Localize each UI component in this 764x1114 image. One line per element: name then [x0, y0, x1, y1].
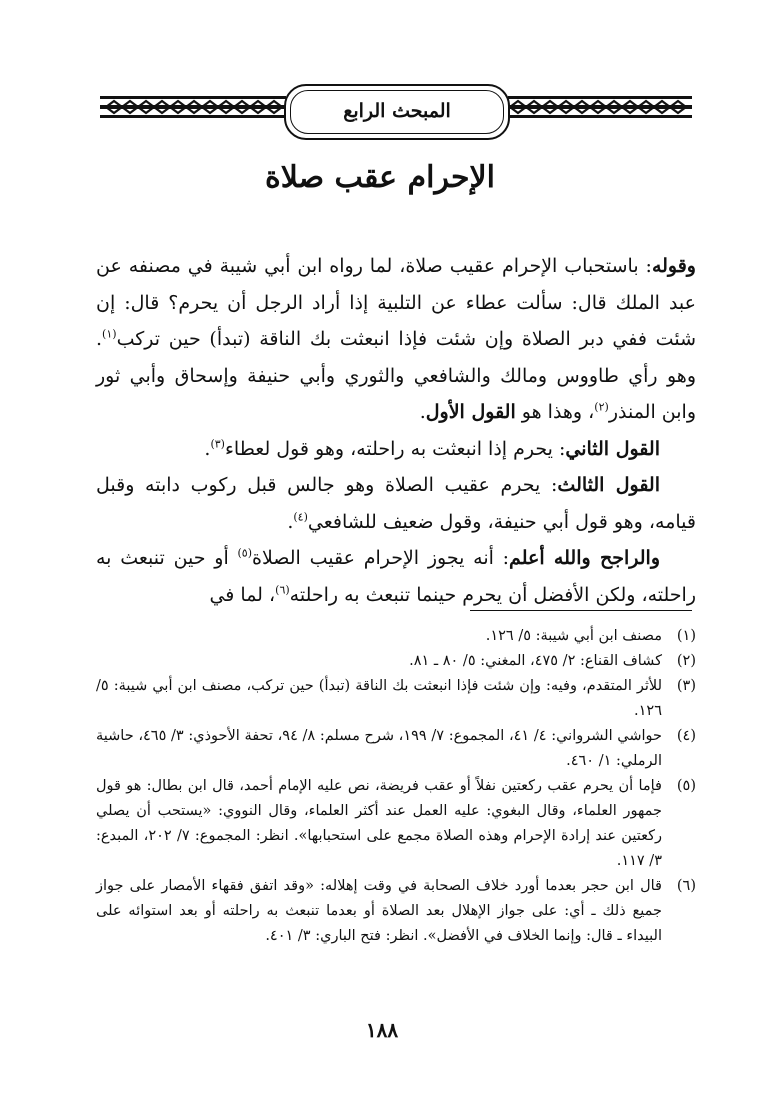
p3-text: : يحرم عقيب الصلاة وهو جالس قبل ركوب دابته وقبل قيامه، وهو قول أبي حنيفة، وقول ضعيف للشافعي [96, 474, 696, 533]
p2-lead: القول الثاني [565, 437, 660, 460]
paragraph-3 [96, 467, 696, 540]
p4-lead: والراجح والله أعلم [509, 547, 660, 569]
chapter-label: المبحث الرابع [343, 100, 451, 122]
p1-text-d: . [419, 401, 426, 423]
footnote [96, 649, 696, 674]
footnote [96, 624, 696, 649]
footnote-text: مصنف ابن أبي شيبة: ٥/ ١٢٦. [485, 628, 662, 644]
footnote [96, 874, 696, 949]
chapter-heading-frame [284, 84, 510, 140]
footnote [96, 774, 696, 874]
page-number: ١٨٨ [365, 1018, 399, 1042]
footnote-ref-4: (٤) [293, 510, 308, 524]
footnote-number: (٢) [676, 653, 696, 669]
p1-text-b: . وهو رأي طاووس ومالك والشافعي والثوري وأبي حنيفة وإسحاق وأبي ثور وابن المنذر [96, 328, 696, 423]
p3-end: . [287, 510, 294, 533]
p3-lead: القول الثالث [557, 474, 661, 496]
paragraph-2 [96, 431, 696, 468]
footnote-number: (٦) [676, 878, 696, 894]
footnote-number: (٥) [676, 778, 696, 794]
p1-lead: وقوله [651, 255, 696, 277]
paragraph-4 [96, 540, 696, 613]
footnote-ref-6: (٦) [275, 583, 290, 597]
p4-text-b: أو حين تنبعث به راحلته، ولكن الأفضل أن يحرم حينما تنبعث به راحلته [96, 547, 696, 606]
footnote-text: كشاف القناع: ٢/ ٤٧٥، المغني: ٥/ ٨٠ ـ ٨١. [409, 653, 662, 669]
footnote-text: للأثر المتقدم، وفيه: وإن شئت فإذا انبعثت بك الناقة (تبدأ) حين تركب، مصنف ابن أبي شيبة: ٥/ ١٢٦. [96, 678, 662, 719]
p2-end: . [204, 437, 211, 460]
p4-text-c: ، لما في [209, 583, 276, 606]
p1-text-c: ، وهذا هو [515, 401, 595, 423]
footnote-ref-2: (٢) [594, 400, 609, 414]
p2-text: : يحرم إذا انبعثت به راحلته، وهو قول لعطاء [224, 437, 566, 460]
footnote-number: (٣) [676, 678, 696, 694]
section-title: الإحرام عقب صلاة [265, 160, 495, 195]
footnote [96, 674, 696, 724]
footnote-ref-3: (٣) [210, 437, 225, 451]
header-ornament-right [508, 96, 692, 118]
main-text [96, 248, 696, 613]
footnote-ref-5: (٥) [237, 546, 252, 560]
footnote-text: فإما أن يحرم عقب ركعتين نفلاً أو عقب فريضة، نص عليه الإمام أحمد، قال ابن بطال: هو قول جمهور العلماء، وقال البغوي: عليه العمل عند أكثر العلماء، وقال النووي: «يستحب أن يصلي ركعتين عند إرادة الإحرام وهذه الصلاة مجمع على استحبابها». انظر: المجموع: ٧/ ٢٠٢، المبدع: ٣/ ١١٧. [96, 778, 662, 869]
paragraph-1 [96, 248, 696, 431]
footnote-text: حواشي الشرواني: ٤/ ٤١، المجموع: ٧/ ١٩٩، شرح مسلم: ٨/ ٩٤، تحفة الأحوذي: ٣/ ٤٦٥، حاشية الرملي: ١/ ٤٦٠. [96, 728, 662, 769]
header-ornament-left [100, 96, 286, 118]
p4-text-a: : أنه يجوز الإحرام عقيب الصلاة [252, 547, 510, 569]
p1-text-a: : باستحباب الإحرام عقيب صلاة، لما رواه ابن أبي شيبة في مصنفه عن عبد الملك قال: سألت عطاء عن التلبية إذا أراد الرجل أن يحرم؟ قال: إن شئت ففي دبر الصلاة وإن شئت فإذا انبعثت بك الناقة (تبدأ) حين تركب [96, 255, 696, 350]
footnote-separator [470, 610, 692, 611]
footnote-text: قال ابن حجر بعدما أورد خلاف الصحابة في وقت إهلاله: «وقد اتفق فقهاء الأمصار على جواز جميع ذلك ـ أي: على جواز الإهلال بعد الصلاة أو بعدما تنبعث به راحلته أو بعد استوائه على البيداء ـ قال: وإنما الخلاف في الأفضل». انظر: فتح الباري: ٣/ ٤٠١. [96, 878, 662, 944]
footnote-number: (١) [676, 628, 696, 644]
footnote [96, 724, 696, 774]
footnotes [96, 624, 696, 949]
p1-bold-end: القول الأول [425, 401, 516, 423]
footnote-ref-1: (١) [102, 327, 117, 341]
footnote-number: (٤) [676, 728, 696, 744]
